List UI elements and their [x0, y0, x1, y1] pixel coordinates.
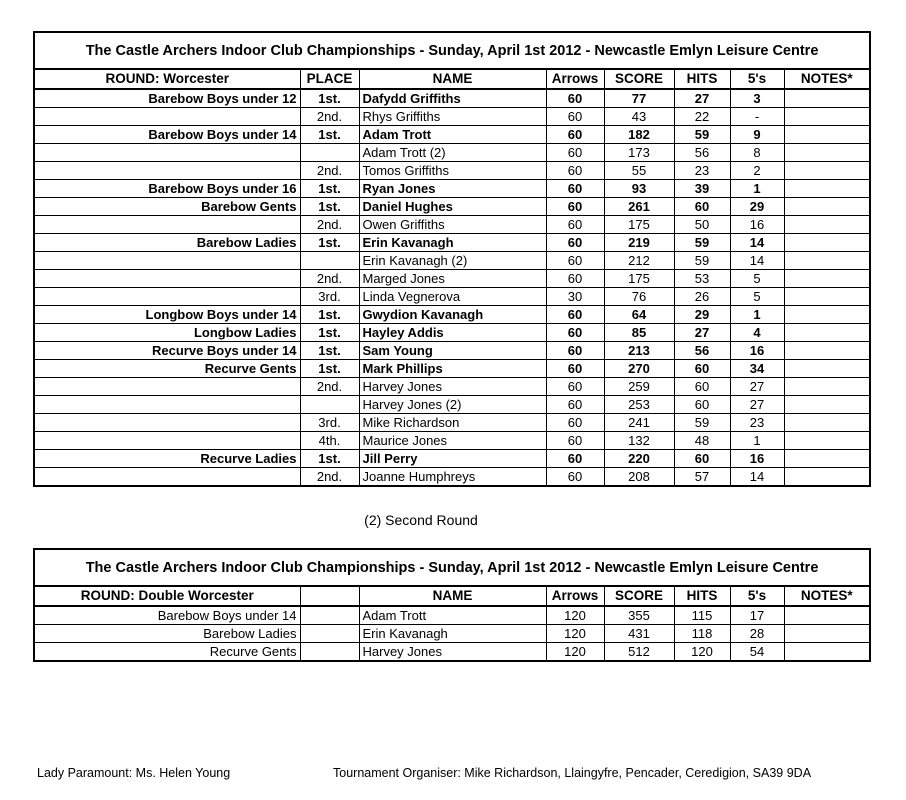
- fives-cell: 27: [730, 378, 784, 396]
- place-cell: 2nd.: [300, 468, 359, 487]
- table-row: [34, 270, 870, 288]
- name-header: NAME: [359, 69, 546, 89]
- table-row: [34, 378, 870, 396]
- category-cell: Barebow Boys under 16: [34, 180, 300, 198]
- place-cell: 1st.: [300, 306, 359, 324]
- notes-cell: [784, 432, 870, 450]
- name-cell: Hayley Addis: [359, 324, 546, 342]
- name-cell: Owen Griffiths: [359, 216, 546, 234]
- place-cell: 1st.: [300, 324, 359, 342]
- table-row: [34, 625, 870, 643]
- score-cell: 270: [604, 360, 674, 378]
- arrows-cell: 60: [546, 180, 604, 198]
- notes-cell: [784, 162, 870, 180]
- name-cell: Tomos Griffiths: [359, 162, 546, 180]
- table-row: [34, 252, 870, 270]
- category-cell: Barebow Ladies: [34, 234, 300, 252]
- arrows-cell: 60: [546, 396, 604, 414]
- name-header: NAME: [359, 586, 546, 606]
- score-cell: 85: [604, 324, 674, 342]
- arrows-cell: 60: [546, 126, 604, 144]
- score-cell: 43: [604, 108, 674, 126]
- place-cell: 1st.: [300, 180, 359, 198]
- fives-cell: 5: [730, 288, 784, 306]
- table-row: [34, 414, 870, 432]
- score-cell: 259: [604, 378, 674, 396]
- place-cell: 1st.: [300, 89, 359, 108]
- score-cell: 241: [604, 414, 674, 432]
- notes-cell: [784, 270, 870, 288]
- round-header: ROUND: Double Worcester: [34, 586, 300, 606]
- fives-cell: 8: [730, 144, 784, 162]
- category-cell: [34, 378, 300, 396]
- tournament-organiser: Tournament Organiser: Mike Richardson, Llaingyfre, Pencader, Ceredigion, SA39 9DA: [333, 766, 812, 780]
- table-row: [34, 198, 870, 216]
- name-cell: Erin Kavanagh: [359, 234, 546, 252]
- hits-cell: 23: [674, 162, 730, 180]
- arrows-cell: 60: [546, 198, 604, 216]
- name-cell: Marged Jones: [359, 270, 546, 288]
- hits-cell: 120: [674, 643, 730, 662]
- table-row: [34, 216, 870, 234]
- worcester-results-table: [33, 31, 871, 487]
- arrows-cell: 30: [546, 288, 604, 306]
- score-cell: 213: [604, 342, 674, 360]
- arrows-cell: 120: [546, 643, 604, 662]
- hits-cell: 57: [674, 468, 730, 487]
- fives-cell: 34: [730, 360, 784, 378]
- fives-cell: 14: [730, 252, 784, 270]
- notes-cell: [784, 643, 870, 662]
- notes-cell: [784, 468, 870, 487]
- place-cell: 2nd.: [300, 108, 359, 126]
- fives-cell: 1: [730, 180, 784, 198]
- table-row: [34, 396, 870, 414]
- table-row: [34, 450, 870, 468]
- category-cell: [34, 396, 300, 414]
- notes-cell: [784, 306, 870, 324]
- score-header: SCORE: [604, 69, 674, 89]
- arrows-cell: 60: [546, 252, 604, 270]
- category-cell: [34, 432, 300, 450]
- name-cell: Mike Richardson: [359, 414, 546, 432]
- hits-cell: 60: [674, 198, 730, 216]
- arrows-cell: 60: [546, 324, 604, 342]
- fives-cell: 16: [730, 450, 784, 468]
- place-cell: 4th.: [300, 432, 359, 450]
- name-cell: Harvey Jones: [359, 643, 546, 662]
- fives-cell: 4: [730, 324, 784, 342]
- notes-cell: [784, 108, 870, 126]
- notes-cell: [784, 414, 870, 432]
- fives-cell: 54: [730, 643, 784, 662]
- arrows-cell: 60: [546, 216, 604, 234]
- hits-cell: 27: [674, 89, 730, 108]
- score-cell: 512: [604, 643, 674, 662]
- name-cell: Gwydion Kavanagh: [359, 306, 546, 324]
- arrows-cell: 60: [546, 306, 604, 324]
- lady-paramount: Lady Paramount: Ms. Helen Young: [37, 766, 231, 780]
- table-row: [34, 606, 870, 625]
- hits-cell: 56: [674, 342, 730, 360]
- table-row: [34, 324, 870, 342]
- hits-cell: 53: [674, 270, 730, 288]
- score-cell: 261: [604, 198, 674, 216]
- table-row: [34, 360, 870, 378]
- fives-cell: 14: [730, 234, 784, 252]
- place-cell: [300, 396, 359, 414]
- category-cell: Recurve Ladies: [34, 450, 300, 468]
- arrows-cell: 60: [546, 360, 604, 378]
- arrows-cell: 120: [546, 606, 604, 625]
- place-cell: [300, 606, 359, 625]
- category-cell: Longbow Boys under 14: [34, 306, 300, 324]
- place-header: [300, 586, 359, 606]
- hits-cell: 39: [674, 180, 730, 198]
- category-cell: [34, 144, 300, 162]
- table-row: [34, 162, 870, 180]
- notes-cell: [784, 198, 870, 216]
- category-cell: [34, 270, 300, 288]
- arrows-cell: 60: [546, 450, 604, 468]
- place-cell: [300, 643, 359, 662]
- fives-cell: 2: [730, 162, 784, 180]
- hits-cell: 26: [674, 288, 730, 306]
- round-header: ROUND: Worcester: [34, 69, 300, 89]
- score-cell: 355: [604, 606, 674, 625]
- category-cell: [34, 288, 300, 306]
- category-cell: [34, 414, 300, 432]
- hits-cell: 22: [674, 108, 730, 126]
- place-cell: [300, 625, 359, 643]
- category-cell: Barebow Boys under 14: [34, 606, 300, 625]
- score-header: SCORE: [604, 586, 674, 606]
- score-cell: 219: [604, 234, 674, 252]
- hits-cell: 118: [674, 625, 730, 643]
- arrows-cell: 60: [546, 162, 604, 180]
- table-row: [34, 432, 870, 450]
- fives-cell: 16: [730, 342, 784, 360]
- category-cell: Barebow Ladies: [34, 625, 300, 643]
- hits-cell: 59: [674, 252, 730, 270]
- hits-cell: 115: [674, 606, 730, 625]
- fives-cell: 28: [730, 625, 784, 643]
- table-row: [34, 643, 870, 662]
- category-cell: Recurve Gents: [34, 643, 300, 662]
- place-cell: 3rd.: [300, 414, 359, 432]
- notes-cell: [784, 378, 870, 396]
- name-cell: Sam Young: [359, 342, 546, 360]
- fives-cell: 29: [730, 198, 784, 216]
- arrows-cell: 60: [546, 342, 604, 360]
- place-cell: 2nd.: [300, 378, 359, 396]
- name-cell: Joanne Humphreys: [359, 468, 546, 487]
- name-cell: Dafydd Griffiths: [359, 89, 546, 108]
- place-cell: 3rd.: [300, 288, 359, 306]
- table-row: [34, 468, 870, 487]
- place-cell: 1st.: [300, 360, 359, 378]
- arrows-cell: 60: [546, 468, 604, 487]
- table-row: [34, 180, 870, 198]
- notes-cell: [784, 89, 870, 108]
- score-cell: 253: [604, 396, 674, 414]
- score-cell: 93: [604, 180, 674, 198]
- notes-cell: [784, 180, 870, 198]
- double-worcester-results-table: [33, 548, 871, 662]
- score-cell: 220: [604, 450, 674, 468]
- place-cell: 2nd.: [300, 162, 359, 180]
- arrows-cell: 60: [546, 234, 604, 252]
- fives-cell: 1: [730, 432, 784, 450]
- arrows-cell: 60: [546, 270, 604, 288]
- hits-cell: 59: [674, 126, 730, 144]
- fives-cell: 1: [730, 306, 784, 324]
- table-row: [34, 89, 870, 108]
- arrows-cell: 120: [546, 625, 604, 643]
- category-cell: [34, 162, 300, 180]
- notes-cell: [784, 216, 870, 234]
- notes-cell: [784, 360, 870, 378]
- score-cell: 132: [604, 432, 674, 450]
- name-cell: Ryan Jones: [359, 180, 546, 198]
- category-cell: [34, 216, 300, 234]
- name-cell: Erin Kavanagh: [359, 625, 546, 643]
- table-row: [34, 306, 870, 324]
- name-cell: Linda Vegnerova: [359, 288, 546, 306]
- arrows-header: Arrows: [546, 586, 604, 606]
- arrows-cell: 60: [546, 378, 604, 396]
- place-cell: 1st.: [300, 234, 359, 252]
- table-row: [34, 234, 870, 252]
- notes-cell: [784, 342, 870, 360]
- hits-cell: 59: [674, 414, 730, 432]
- hits-header: HITS: [674, 69, 730, 89]
- fives-cell: 3: [730, 89, 784, 108]
- fives-cell: 14: [730, 468, 784, 487]
- place-cell: 1st.: [300, 198, 359, 216]
- place-cell: 1st.: [300, 342, 359, 360]
- name-cell: Daniel Hughes: [359, 198, 546, 216]
- score-cell: 77: [604, 89, 674, 108]
- notes-cell: [784, 396, 870, 414]
- arrows-cell: 60: [546, 144, 604, 162]
- hits-cell: 48: [674, 432, 730, 450]
- name-cell: Erin Kavanagh (2): [359, 252, 546, 270]
- fives-cell: 27: [730, 396, 784, 414]
- score-cell: 212: [604, 252, 674, 270]
- category-cell: Recurve Gents: [34, 360, 300, 378]
- fives-cell: 16: [730, 216, 784, 234]
- category-cell: Barebow Boys under 12: [34, 89, 300, 108]
- name-cell: Harvey Jones: [359, 378, 546, 396]
- fives-cell: 17: [730, 606, 784, 625]
- name-cell: Adam Trott (2): [359, 144, 546, 162]
- score-cell: 64: [604, 306, 674, 324]
- notes-cell: [784, 252, 870, 270]
- notes-cell: [784, 234, 870, 252]
- table-row: [34, 108, 870, 126]
- name-cell: Adam Trott: [359, 606, 546, 625]
- hits-cell: 56: [674, 144, 730, 162]
- score-cell: 431: [604, 625, 674, 643]
- fives-cell: -: [730, 108, 784, 126]
- table-row: [34, 288, 870, 306]
- notes-cell: [784, 606, 870, 625]
- hits-cell: 27: [674, 324, 730, 342]
- notes-cell: [784, 324, 870, 342]
- fives-header: 5's: [730, 69, 784, 89]
- score-cell: 175: [604, 270, 674, 288]
- category-cell: [34, 252, 300, 270]
- notes-cell: [784, 625, 870, 643]
- arrows-cell: 60: [546, 432, 604, 450]
- name-cell: Harvey Jones (2): [359, 396, 546, 414]
- category-cell: Longbow Ladies: [34, 324, 300, 342]
- notes-cell: [784, 144, 870, 162]
- arrows-cell: 60: [546, 108, 604, 126]
- score-cell: 182: [604, 126, 674, 144]
- name-cell: Adam Trott: [359, 126, 546, 144]
- score-cell: 175: [604, 216, 674, 234]
- fives-cell: 9: [730, 126, 784, 144]
- fives-cell: 5: [730, 270, 784, 288]
- place-cell: 2nd.: [300, 216, 359, 234]
- score-cell: 76: [604, 288, 674, 306]
- name-cell: Rhys Griffiths: [359, 108, 546, 126]
- fives-header: 5's: [730, 586, 784, 606]
- notes-cell: [784, 450, 870, 468]
- fives-cell: 23: [730, 414, 784, 432]
- hits-cell: 60: [674, 396, 730, 414]
- name-cell: Jill Perry: [359, 450, 546, 468]
- table-row: [34, 342, 870, 360]
- hits-cell: 59: [674, 234, 730, 252]
- notes-header: NOTES*: [784, 586, 870, 606]
- hits-cell: 60: [674, 450, 730, 468]
- arrows-cell: 60: [546, 414, 604, 432]
- arrows-cell: 60: [546, 89, 604, 108]
- category-cell: Recurve Boys under 14: [34, 342, 300, 360]
- score-cell: 55: [604, 162, 674, 180]
- hits-cell: 60: [674, 360, 730, 378]
- name-cell: Maurice Jones: [359, 432, 546, 450]
- hits-cell: 29: [674, 306, 730, 324]
- notes-cell: [784, 288, 870, 306]
- second-round-note: (2) Second Round: [364, 512, 478, 528]
- score-cell: 208: [604, 468, 674, 487]
- score-cell: 173: [604, 144, 674, 162]
- table-row: [34, 126, 870, 144]
- category-cell: [34, 108, 300, 126]
- category-cell: Barebow Boys under 14: [34, 126, 300, 144]
- category-cell: [34, 468, 300, 487]
- table-title: The Castle Archers Indoor Club Championships - Sunday, April 1st 2012 - Newcastle Emlyn Leisure Centre: [34, 549, 870, 586]
- place-cell: [300, 144, 359, 162]
- place-cell: 1st.: [300, 126, 359, 144]
- notes-header: NOTES*: [784, 69, 870, 89]
- table-title: The Castle Archers Indoor Club Championships - Sunday, April 1st 2012 - Newcastle Emlyn Leisure Centre: [34, 32, 870, 69]
- name-cell: Mark Phillips: [359, 360, 546, 378]
- hits-cell: 50: [674, 216, 730, 234]
- place-header: PLACE: [300, 69, 359, 89]
- arrows-header: Arrows: [546, 69, 604, 89]
- place-cell: 1st.: [300, 450, 359, 468]
- table-row: [34, 144, 870, 162]
- place-cell: [300, 252, 359, 270]
- category-cell: Barebow Gents: [34, 198, 300, 216]
- hits-cell: 60: [674, 378, 730, 396]
- place-cell: 2nd.: [300, 270, 359, 288]
- hits-header: HITS: [674, 586, 730, 606]
- notes-cell: [784, 126, 870, 144]
